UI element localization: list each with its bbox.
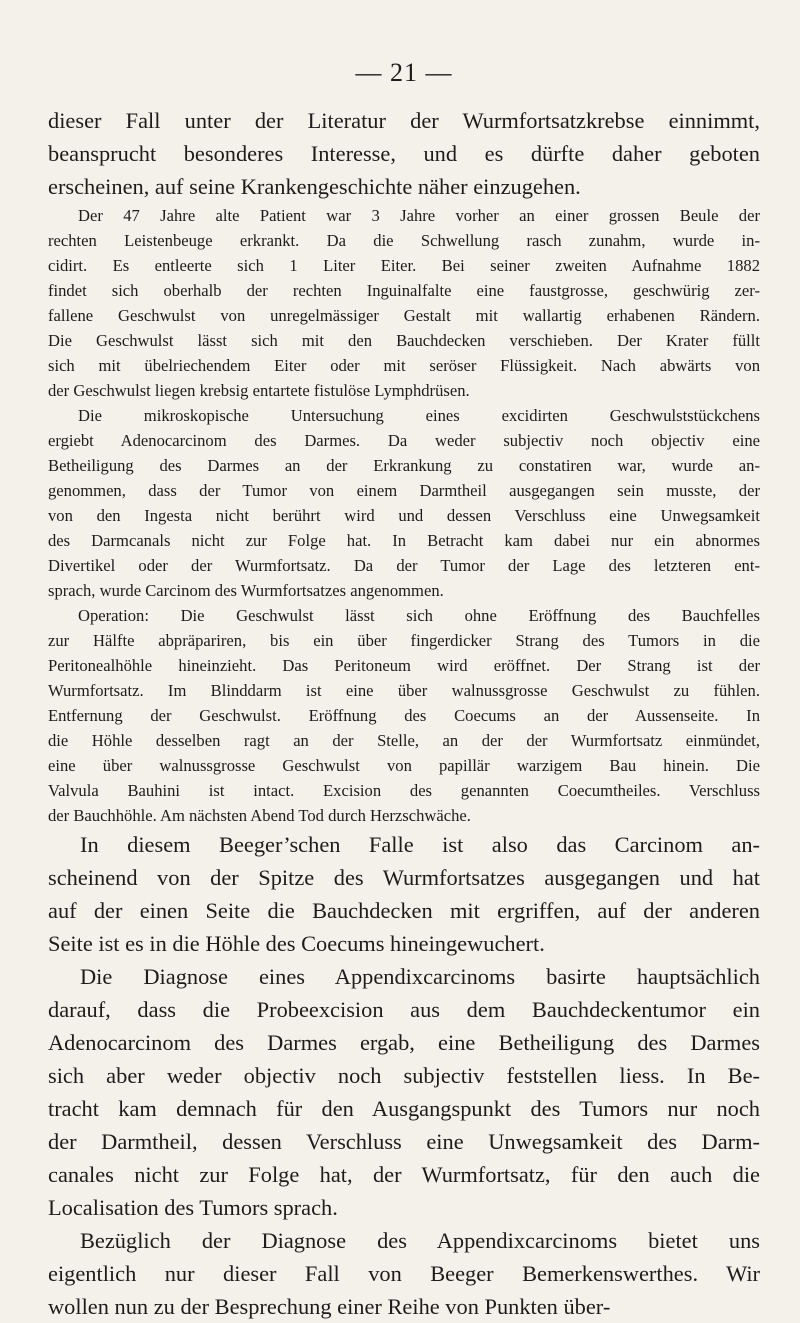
- text-line: darauf, dass die Probeexcision aus dem Bauchdeckentumor ein: [48, 997, 760, 1022]
- text-line: sprach, wurde Carcinom des Wurmfortsatzes angenommen.: [48, 581, 444, 600]
- text-line: Valvula Bauhini ist intact. Excision des genannten Coecumtheiles. Verschluss: [48, 781, 760, 800]
- text-line: die Höhle desselben ragt an der Stelle, an der der Wurmfortsatz einmündet,: [48, 731, 760, 750]
- document-page: [48, 58, 760, 1323]
- text-line: In diesem Beeger’schen Falle ist also das Carcinom an-: [80, 832, 760, 857]
- text-line: der Bauchhöhle. Am nächsten Abend Tod durch Herzschwäche.: [48, 806, 471, 825]
- text-line: beansprucht besonderes Interesse, und es dürfte daher geboten: [48, 141, 760, 166]
- text-line: Adenocarcinom des Darmes ergab, eine Betheiligung des Darmes: [48, 1030, 760, 1055]
- text-line: Divertikel oder der Wurmfortsatz. Da der Tumor der Lage des letzteren ent-: [48, 556, 760, 575]
- paragraph-6: [48, 960, 760, 1224]
- text-line: Bezüglich der Diagnose des Appendixcarcinoms bietet uns: [80, 1228, 760, 1253]
- text-line: Peritonealhöhle hineinzieht. Das Peritoneum wird eröffnet. Der Strang ist der: [48, 656, 760, 675]
- text-line: Der 47 Jahre alte Patient war 3 Jahre vorher an einer grossen Beule der: [78, 206, 760, 225]
- text-line: rechten Leistenbeuge erkrankt. Da die Schwellung rasch zunahm, wurde in-: [48, 231, 760, 250]
- text-line: auf der einen Seite die Bauchdecken mit ergriffen, auf der anderen: [48, 898, 760, 923]
- text-line: fallene Geschwulst von unregelmässiger Gestalt mit wallartig erhabenen Rändern.: [48, 306, 760, 325]
- text-line: Die Geschwulst lässt sich mit den Bauchdecken verschieben. Der Krater füllt: [48, 331, 760, 350]
- paragraph-7: [48, 1224, 760, 1323]
- text-line: eigentlich nur dieser Fall von Beeger Bemerkenswerthes. Wir: [48, 1261, 760, 1286]
- text-line: Localisation des Tumors sprach.: [48, 1195, 338, 1220]
- text-line: zur Hälfte abpräpariren, bis ein über fingerdicker Strang des Tumors in die: [48, 631, 760, 650]
- text-line: des Darmcanals nicht zur Folge hat. In Betracht kam dabei nur ein abnormes: [48, 531, 760, 550]
- text-line: cidirt. Es entleerte sich 1 Liter Eiter. Bei seiner zweiten Aufnahme 1882: [48, 256, 760, 275]
- text-line: der Darmtheil, dessen Verschluss eine Unwegsamkeit des Darm-: [48, 1129, 760, 1154]
- body-text: [48, 104, 760, 1323]
- page-number: — 21 —: [355, 58, 453, 87]
- text-line: wollen nun zu der Besprechung einer Reihe von Punkten über-: [48, 1294, 611, 1319]
- text-line: Wurmfortsatz. Im Blinddarm ist eine über walnussgrosse Geschwulst zu fühlen.: [48, 681, 760, 700]
- text-line: tracht kam demnach für den Ausgangspunkt des Tumors nur noch: [48, 1096, 760, 1121]
- text-line: Operation: Die Geschwulst lässt sich ohne Eröffnung des Bauchfelles: [78, 606, 760, 625]
- text-line: dieser Fall unter der Literatur der Wurmfortsatzkrebse einnimmt,: [48, 108, 760, 133]
- paragraph-5: [48, 828, 760, 960]
- paragraph-3: [48, 403, 760, 603]
- text-line: eine über walnussgrosse Geschwulst von papillär warzigem Bau hinein. Die: [48, 756, 760, 775]
- text-line: Die Diagnose eines Appendixcarcinoms basirte hauptsächlich: [80, 964, 760, 989]
- text-line: findet sich oberhalb der rechten Inguinalfalte eine faustgrosse, geschwürig zer-: [48, 281, 760, 300]
- text-line: scheinend von der Spitze des Wurmfortsatzes ausgegangen und hat: [48, 865, 760, 890]
- text-line: canales nicht zur Folge hat, der Wurmfortsatz, für den auch die: [48, 1162, 760, 1187]
- paragraph-2: [48, 203, 760, 403]
- text-line: ergiebt Adenocarcinom des Darmes. Da weder subjectiv noch objectiv eine: [48, 431, 760, 450]
- text-line: sich mit übelriechendem Eiter oder mit seröser Flüssigkeit. Nach abwärts von: [48, 356, 760, 375]
- text-line: genommen, dass der Tumor von einem Darmtheil ausgegangen sein musste, der: [48, 481, 760, 500]
- text-line: Betheiligung des Darmes an der Erkrankung zu constatiren war, wurde an-: [48, 456, 760, 475]
- text-line: Seite ist es in die Höhle des Coecums hineingewuchert.: [48, 931, 545, 956]
- text-line: Die mikroskopische Untersuchung eines excidirten Geschwulststückchens: [78, 406, 760, 425]
- text-line: von den Ingesta nicht berührt wird und dessen Verschluss eine Unwegsamkeit: [48, 506, 760, 525]
- paragraph-1: [48, 104, 760, 203]
- text-line: Entfernung der Geschwulst. Eröffnung des Coecums an der Aussenseite. In: [48, 706, 760, 725]
- paragraph-4: [48, 603, 760, 828]
- text-line: sich aber weder objectiv noch subjectiv feststellen liess. In Be-: [48, 1063, 760, 1088]
- text-line: der Geschwulst liegen krebsig entartete fistulöse Lymphdrüsen.: [48, 381, 470, 400]
- text-line: erscheinen, auf seine Krankengeschichte näher einzugehen.: [48, 174, 581, 199]
